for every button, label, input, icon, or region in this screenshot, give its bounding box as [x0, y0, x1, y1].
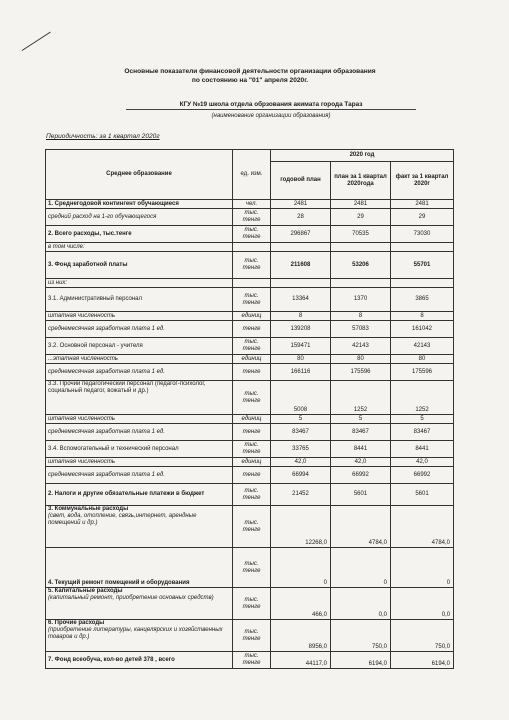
table-row: [46, 355, 454, 364]
row-unit: единиц: [233, 415, 271, 424]
table-row: [46, 252, 454, 279]
table-row: [46, 312, 454, 321]
row-fact: 66992: [391, 467, 454, 484]
row-annual: 8: [271, 312, 331, 321]
row-name: 3.2. Основной персонал - учителя: [46, 338, 233, 355]
row-name: среднемесячная заработная плата 1 ед.: [46, 364, 233, 381]
row-name: 2. Всего расходы, тыс.тенге: [46, 226, 233, 243]
row-name-cell: [46, 620, 233, 652]
row-unit: тыс. тенге: [233, 209, 271, 226]
row-fact: 83467: [391, 424, 454, 441]
row-plan: 57083: [331, 321, 391, 338]
title-line-1: Основные показатели финансовой деятельности организации образования: [124, 68, 376, 75]
row-name: 4. Текущий ремонт помещений и оборудования: [46, 548, 233, 588]
row-unit: чел.: [233, 200, 271, 209]
col-plan-q1-header: план за 1 квартал 2020года: [331, 162, 391, 200]
table-row: [46, 338, 454, 355]
row-fact: 3865: [391, 288, 454, 312]
organization-note: (наименование организации образования): [211, 113, 331, 119]
table-row: [46, 226, 454, 243]
row-plan: 5: [331, 415, 391, 424]
row-plan: 29: [331, 209, 391, 226]
row-unit: единиц: [233, 458, 271, 467]
row-unit: тыс. тенге: [233, 620, 271, 652]
table-row: [46, 548, 454, 588]
row-name: средний расход на 1-го обучающегося: [46, 209, 233, 226]
table-row: [46, 458, 454, 467]
row-annual: 13364: [271, 288, 331, 312]
row-unit: тыс. тенге: [233, 252, 271, 279]
table-header-row: [46, 150, 454, 162]
year-header: 2020 год: [271, 150, 454, 162]
table-row: [46, 506, 454, 548]
table-row: [46, 484, 454, 506]
row-name: 2. Налоги и другие обязательные платежи в бюджет: [46, 484, 233, 506]
row-annual: 80: [271, 355, 331, 364]
pen-mark: [22, 32, 51, 51]
row-fact: 8: [391, 312, 454, 321]
row-fact: [391, 243, 454, 252]
row-name: ...этатная численность: [46, 355, 233, 364]
col-annual-header: годовой план: [271, 162, 331, 200]
table-row: [46, 364, 454, 381]
row-plan: 80: [331, 355, 391, 364]
row-name: среднемесячная заработная плата 1 ед.: [46, 467, 233, 484]
row-fact: 80: [391, 355, 454, 364]
row-name-cell: [46, 506, 233, 548]
row-fact: 6194,0: [391, 652, 454, 669]
row-unit: единиц: [233, 355, 271, 364]
col-name-header: Среднее образование: [46, 150, 233, 200]
row-annual: [271, 243, 331, 252]
row-unit: единиц: [233, 312, 271, 321]
row-plan: 4784,0: [331, 506, 391, 548]
row-name: штатная численность: [46, 415, 233, 424]
col-fact-q1-header: факт за 1 квартал 2020г: [391, 162, 454, 200]
row-plan: 1370: [331, 288, 391, 312]
row-unit: тыс. тенге: [233, 441, 271, 458]
row-name: в том числе:: [46, 243, 233, 252]
row-name: штатная численность: [46, 312, 233, 321]
row-name: среднемесячная заработная плата 1 ед.: [46, 424, 233, 441]
row-fact: 175596: [391, 364, 454, 381]
row-unit: тенге: [233, 364, 271, 381]
row-unit: тыс. тенге: [233, 288, 271, 312]
row-fact: 4784,0: [391, 506, 454, 548]
row-unit: тенге: [233, 321, 271, 338]
organization-name: КГУ №19 школа отдела обрзования акимата города Тараз: [126, 101, 416, 110]
row-subtitle: (приобретение литературы, канцелярских и хозяйственных товаров и др.): [48, 627, 223, 640]
row-fact: 2481: [391, 200, 454, 209]
period-label: Периодичность: за 1 квартал 2020г: [46, 133, 160, 140]
row-name: 5. Капитальные расходы: [48, 588, 123, 594]
row-annual: 2481: [271, 200, 331, 209]
row-annual: 466,0: [271, 588, 331, 620]
row-annual: 66994: [271, 467, 331, 484]
row-annual: 211608: [271, 252, 331, 279]
row-subtitle: (капитальный ремонт, приобретение основных средств): [48, 595, 214, 601]
table-row: [46, 620, 454, 652]
row-plan: 5601: [331, 484, 391, 506]
row-annual: 5: [271, 415, 331, 424]
row-fact: 750,0: [391, 620, 454, 652]
row-name: среднемесячная заработная плата 1 ед.: [46, 321, 233, 338]
table-row: [46, 279, 454, 288]
row-name: 3. Фонд заработной платы: [46, 252, 233, 279]
row-unit: [233, 279, 271, 288]
row-annual: 0: [271, 548, 331, 588]
row-unit: тенге: [233, 424, 271, 441]
row-name-cell: [46, 588, 233, 620]
row-fact: 73030: [391, 226, 454, 243]
row-plan: 42143: [331, 338, 391, 355]
row-unit: тенге: [233, 467, 271, 484]
row-annual: 166116: [271, 364, 331, 381]
row-name: штатная численность: [46, 458, 233, 467]
row-annual: 8956,0: [271, 620, 331, 652]
title-line-2: по состоянию на "01" апреля 2020г.: [191, 77, 309, 84]
row-annual: 5008: [271, 381, 331, 415]
row-name: 1. Среднегодовой контингент обучающиеся: [46, 200, 233, 209]
row-annual: 83467: [271, 424, 331, 441]
row-plan: 1252: [331, 381, 391, 415]
row-plan: 8441: [331, 441, 391, 458]
row-fact: 0: [391, 548, 454, 588]
row-unit: тыс. тенге: [233, 226, 271, 243]
row-fact: 5601: [391, 484, 454, 506]
row-name: из них:: [46, 279, 233, 288]
row-annual: 159471: [271, 338, 331, 355]
table-row: [46, 467, 454, 484]
row-unit: тыс. тенге: [233, 381, 271, 415]
row-annual: 42,0: [271, 458, 331, 467]
row-plan: 8: [331, 312, 391, 321]
row-plan: 53206: [331, 252, 391, 279]
table-row: [46, 415, 454, 424]
row-plan: 750,0: [331, 620, 391, 652]
row-annual: 21452: [271, 484, 331, 506]
row-fact: 8441: [391, 441, 454, 458]
row-plan: 6194,0: [331, 652, 391, 669]
row-plan: 42,0: [331, 458, 391, 467]
row-annual: 33765: [271, 441, 331, 458]
table-row: [46, 321, 454, 338]
row-plan: 2481: [331, 200, 391, 209]
table-row: [46, 588, 454, 620]
row-unit: тыс. тенге: [233, 484, 271, 506]
table-row: [46, 652, 454, 669]
row-annual: 12268,0: [271, 506, 331, 548]
row-annual: 28: [271, 209, 331, 226]
row-unit: тыс. тенге: [233, 338, 271, 355]
table-row: [46, 441, 454, 458]
table-row: [46, 243, 454, 252]
row-fact: 5: [391, 415, 454, 424]
row-plan: 0,0: [331, 588, 391, 620]
row-name: 3.3. Прочий педагогический персонал (педагог-психолог, социальный педагог, вожатый и др.): [46, 381, 233, 415]
table-row: [46, 381, 454, 415]
row-fact: 42143: [391, 338, 454, 355]
row-unit: тыс. тенге: [233, 652, 271, 669]
row-fact: 161042: [391, 321, 454, 338]
financial-table: [45, 149, 454, 669]
row-plan: 175596: [331, 364, 391, 381]
table-row: [46, 424, 454, 441]
row-name: 6. Прочие расходы: [48, 620, 105, 626]
table-row: [46, 288, 454, 312]
row-name: 7. Фонд всеобуча, кол-во детей 378 , всего: [46, 652, 233, 669]
row-annual: 296867: [271, 226, 331, 243]
row-fact: 55701: [391, 252, 454, 279]
col-unit-header: ед. изм.: [233, 150, 271, 200]
row-fact: 0,0: [391, 588, 454, 620]
row-plan: 66992: [331, 467, 391, 484]
row-plan: 0: [331, 548, 391, 588]
row-fact: 29: [391, 209, 454, 226]
row-unit: [233, 243, 271, 252]
row-subtitle: (свет, вода, отопление, связь,интернет, арендные помещений и др.): [48, 513, 197, 526]
row-plan: 83467: [331, 424, 391, 441]
row-plan: [331, 279, 391, 288]
table-row: [46, 209, 454, 226]
table-row: [46, 200, 454, 209]
row-name: 3.1. Административный персонал: [46, 288, 233, 312]
row-unit: тыс. тенге: [233, 548, 271, 588]
row-annual: [271, 279, 331, 288]
row-fact: [391, 279, 454, 288]
row-fact: 1252: [391, 381, 454, 415]
row-name: 3.4. Вспомогательный и технический персонал: [46, 441, 233, 458]
row-annual: 44117,0: [271, 652, 331, 669]
document-title: [100, 67, 400, 85]
row-unit: тыс. тенге: [233, 588, 271, 620]
row-plan: [331, 243, 391, 252]
row-annual: 139208: [271, 321, 331, 338]
row-fact: 42,0: [391, 458, 454, 467]
row-plan: 70535: [331, 226, 391, 243]
row-unit: тыс. тенге: [233, 506, 271, 548]
row-name: 3. Коммунальные расходы: [48, 506, 129, 512]
